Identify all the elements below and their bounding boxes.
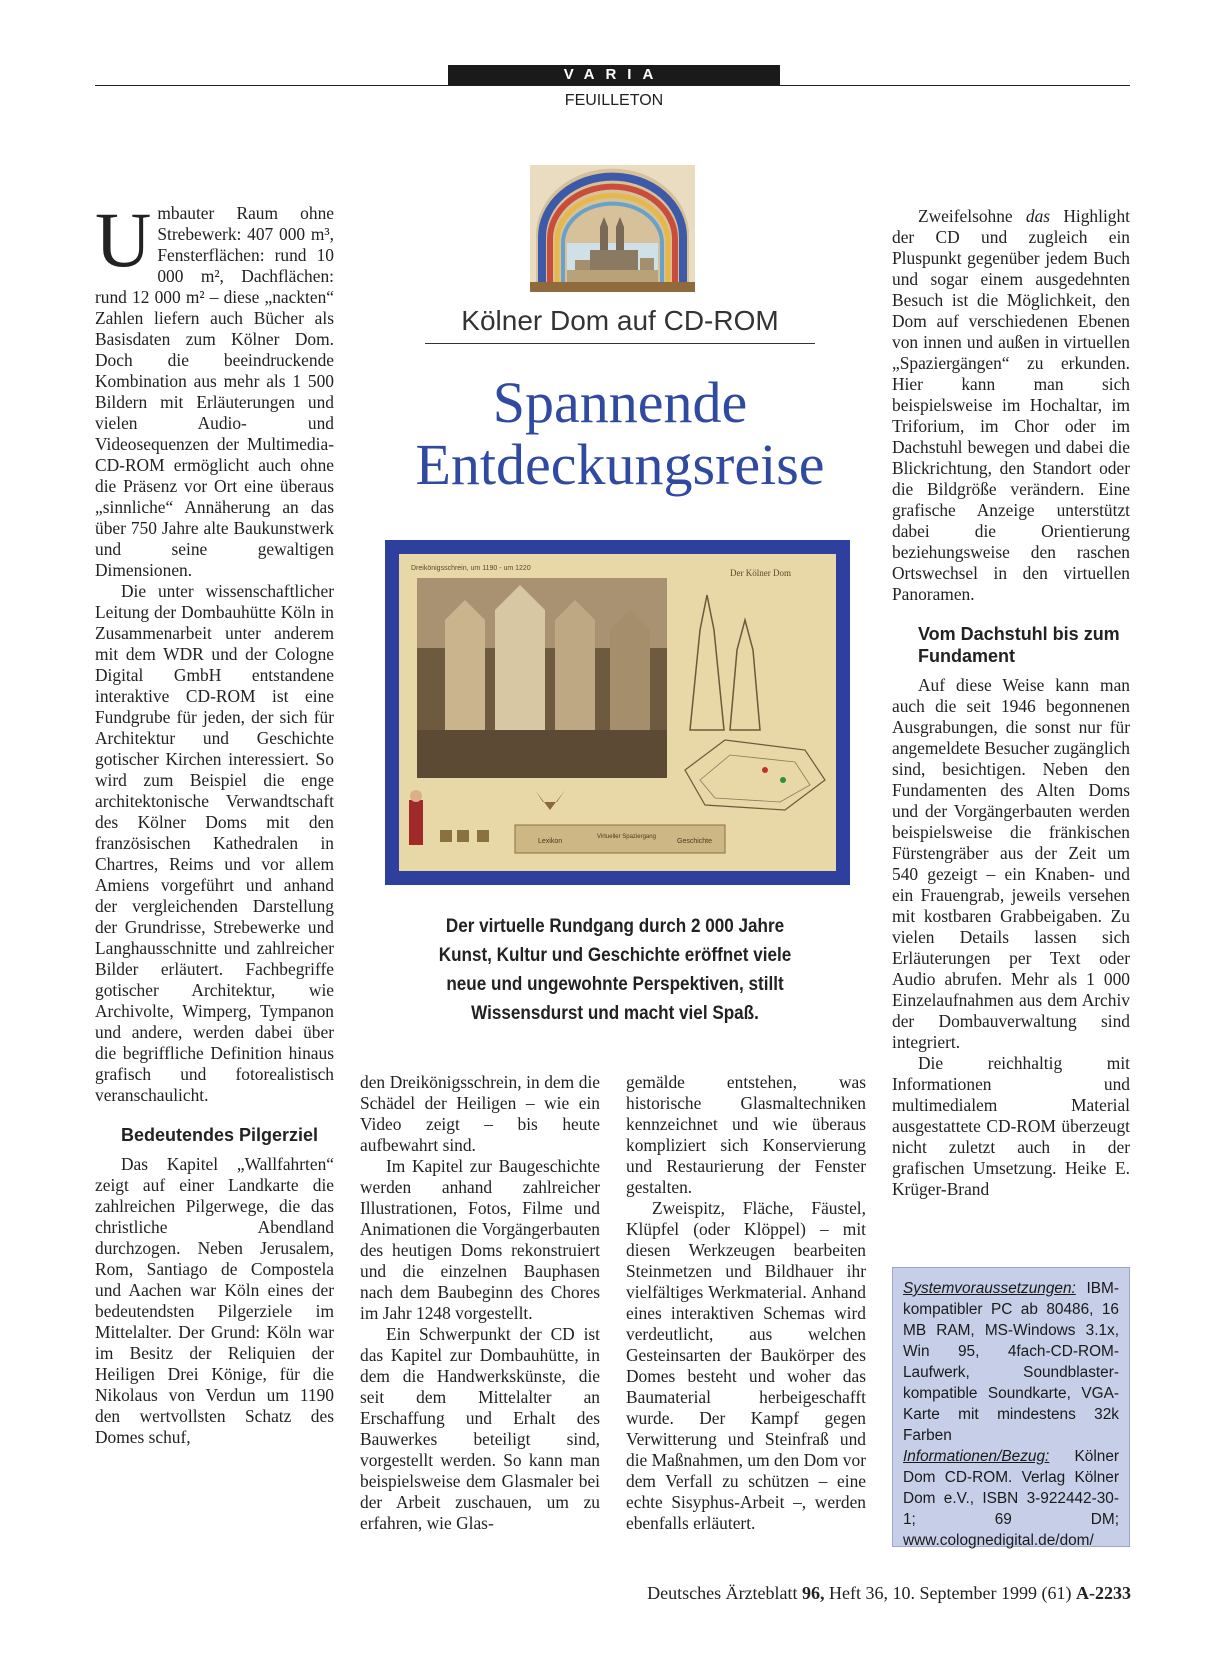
emphasis-text: das	[1025, 206, 1051, 226]
article-paragraph: Ein Schwerpunkt der CD ist das Kapitel zur Dombauhütte, in dem die Handwerkskünste, die seit dem Mittelalter an Erschaffung und Erhalt des Bauwerkes beteiligt sind, vorgestellt werden. So kann man beispielsweise dem Glasmaler bei der Arbeit zuschauen, um zu erfahren, wie Glas-	[360, 1324, 600, 1533]
paragraph-text: Zweifelsohne	[918, 206, 1026, 226]
article-paragraph: Zweispitz, Fläche, Fäustel, Klüpfel (oder Klöppel) – mit diesen Werkzeugen bearbeiten Steinmetzen und Bildhauer ihr vielfältiges Werkmaterial. Anhand eines interaktiven Schemas wird verdeutlicht, aus welchen Gesteinsarten der Baukörper des Domes besteht und woher das Baumaterial herbeigeschafft wurde. Der Kampf gegen Verwitterung und Steinfraß und die Maßnahmen, um den Dom vor dem Verfall zu schützen – eine echte Sisyphus-Arbeit –, werden ebenfalls erläutert.	[626, 1198, 866, 1533]
infobox-label-requirements: Systemvoraussetzungen:	[903, 1280, 1076, 1297]
article-paragraph: Die unter wissenschaftlicher Leitung der Dombauhütte Köln in Zusammenarbeit unter anderem mit dem WDR und der Cologne Digital GmbH entstandene interaktive CD-ROM ist eine Fundgrube für jeden, der sich für Architektur und Geschichte gotischer Kirchen interessiert. So wird zum Beispiel die enge architektonische Verwandtschaft des Kölner Doms mit den französischen Kathedralen in Chartres, Reims und vor allem Amiens vorgeführt und anhand der vergleichenden Darstellung der Grundrisse, Strebewerke und Langhausschnitte und zahlreicher Bilder erläutert. Fachbegriffe gotischer Architektur, wie Archivolte, Wimperg, Tympanon und andere, werden dabei über die begriffliche Definition hinaus grafisch und fotorealistisch veranschaulicht.	[95, 581, 334, 1105]
system-requirements-box	[892, 1267, 1130, 1547]
screenshot-caption-right: Der Kölner Dom	[730, 568, 791, 578]
footer-journal: Deutsches Ärzteblatt	[647, 1583, 803, 1603]
section-label: VARIA	[448, 65, 780, 85]
headline-line-1: Spannende	[492, 370, 748, 435]
footer-volume: 96,	[802, 1583, 825, 1603]
article-paragraph	[892, 206, 1130, 605]
subsection-label: FEUILLETON	[564, 92, 664, 109]
cdrom-screenshot	[385, 540, 850, 885]
screenshot-button-1: Lexikon	[538, 838, 563, 845]
article-column-2	[360, 1072, 600, 1534]
article-lead: Der virtuelle Rundgang durch 2 000 Jahre Kunst, Kultur und Geschichte eröffnet viele neue und ungewohnte Perspektiven, stillt Wissensdurst und macht viel Spaß.	[438, 916, 792, 1024]
article-paragraph: Auf diese Weise kann man auch die seit 1946 begonnenen Ausgrabungen, die sonst nur für angemeldete Besucher zugänglich sind, besichtigen. Neben den Fundamenten des Alten Doms und der Vorgängerbauten werden beispielsweise die fränkischen Fürstengräber aus der Zeit um 540 gezeigt – ein Knaben- und ein Frauengrab, jeweils versehen mit kostbaren Grabbeigaben. Zu vielen Details lassen sich Erläuterungen per Text oder Audio abrufen. Mehr als 1 000 Einzelaufnahmen aus dem Archiv der Dombauverwaltung sind integriert.	[892, 675, 1130, 1052]
infobox-text-info: Kölner Dom CD-ROM. Verlag Kölner Dom e.V., ISBN 3-922442-30-1; 69 DM; www.colognedigital.de/dom/	[903, 1448, 1119, 1549]
infobox-text-requirements: IBM-kompatibler PC ab 80486, 16 MB RAM, MS-Windows 3.1x, Win 95, 4fach-CD-ROM-Laufwerk, Soundblaster-kompatible Soundkarte, VGA-Karte mit mindestens 32k Farben	[903, 1280, 1119, 1444]
paragraph-text: mbauter Raum ohne Strebewerk: 407 000 m³, Fensterflächen: rund 10 000 m², Dachflächen: rund 12 000 m² – diese „nackten“ Zahlen liefern auch Bücher als Basisdaten zum Kölner Dom. Doch die beeindruckende Kombination aus mehr als 1 500 Bildern mit Erläuterungen und vielen Audio- und Videosequenzen der Multimedia-CD-ROM ermöglicht auch ohne die Präsenz vor Ort eine überaus „sinnliche“ Annäherung an das über 750 Jahre alte Baukunstwerk und seine gewaltigen Dimensionen.	[95, 203, 334, 580]
article-paragraph: Im Kapitel zur Baugeschichte werden anhand zahlreicher Illustrationen, Fotos, Filme und Animationen die Vorgängerbauten des heutigen Doms rekonstruiert und die einzelnen Bauphasen nach dem Baubeginn des Chores im Jahr 1248 vorgestellt.	[360, 1156, 600, 1323]
article-paragraph: gemälde entstehen, was historische Glasmaltechniken kennzeichnet und wie überaus kompliziert sich Konservierung und Restaurierung der Fenster gestalten.	[626, 1072, 866, 1197]
footer-issue: Heft 36, 10. September 1999 (61)	[824, 1583, 1076, 1603]
article-column-3	[626, 1072, 866, 1534]
paragraph-text: Highlight der CD und zugleich ein Pluspunkt gegenüber jedem Buch und sogar einem ausgedehnten Besuch ist die Möglichkeit, den Dom auf verschiedenen Ebenen von innen und außen in virtuellen „Spaziergängen“ zu erkunden. Hier kann man sich beispielsweise im Hochaltar, im Triforium, im Chor oder im Dachstuhl bewegen und dabei die Blickrichtung, den Standort oder die Bildgröße verändern. Eine grafische Anzeige unterstützt dabei die Orientierung beziehungsweise den raschen Ortswechsel in den virtuellen Panoramen.	[892, 206, 1130, 604]
article-paragraph	[95, 196, 334, 581]
footer-page-number: A-2233	[1076, 1583, 1131, 1603]
drop-cap: U	[95, 196, 152, 283]
article-kicker: Kölner Dom auf CD-ROM	[425, 305, 815, 344]
infobox-label-info: Informationen/Bezug:	[903, 1448, 1050, 1465]
screenshot-button-2: Virtueller Spaziergang	[597, 834, 656, 840]
page-footer	[647, 1583, 1131, 1604]
article-headline	[340, 372, 900, 496]
header-rule	[95, 85, 1130, 86]
article-paragraph: den Dreikönigsschrein, in dem die Schädel der Heiligen – wie ein Video zeigt – bis heute aufbewahrt sind.	[360, 1072, 600, 1155]
subheading-pilgerziel: Bedeutendes Pilgerziel	[121, 1125, 319, 1145]
headline-line-2: Entdeckungsreise	[415, 432, 825, 497]
article-paragraph: Das Kapitel „Wallfahrten“ zeigt auf einer Landkarte die zahlreichen Pilgerwege, die das christliche Abendland durchzogen. Neben Jerusalem, Rom, Santiago de Compostela und Aachen war Köln eines der bedeutendsten Pilgerziele im Mittelalter. Der Grund: Köln war im Besitz der Reliquien der Heiligen Drei Könige, für die Nikolaus von Verdun um 1190 den wertvollsten Schatz des Domes schuf,	[95, 1154, 334, 1447]
article-paragraph: Die reichhaltig mit Informationen und multimedialem Material ausgestattete CD-ROM überzeugt nicht zuletzt auch in der grafischen Umsetzung. Heike E. Krüger-Brand	[892, 1053, 1130, 1199]
subheading-dachstuhl: Vom Dachstuhl bis zum Fundament	[918, 624, 1120, 666]
article-column-1	[95, 196, 334, 1448]
screenshot-button-3: Geschichte	[677, 838, 713, 845]
article-column-4	[892, 206, 1130, 1200]
screenshot-caption-left: Dreikönigsschrein, um 1190 - um 1220	[411, 565, 531, 572]
cathedral-arch-illustration	[530, 165, 695, 292]
